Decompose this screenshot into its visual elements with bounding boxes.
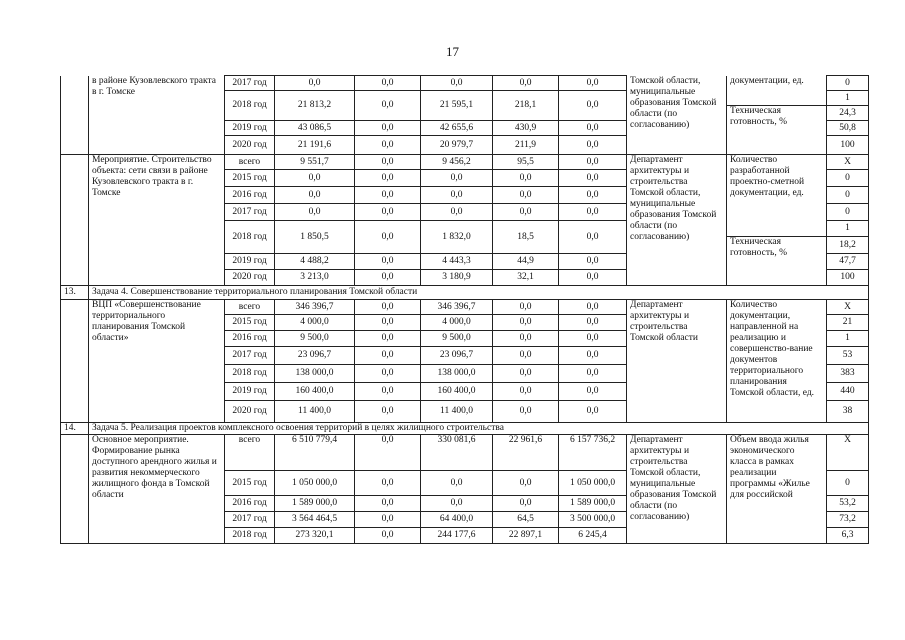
page-number: 17 xyxy=(446,44,459,59)
table-row: ВЦП «Совершенствование территориального планирования Томской области» всего 346 396,7 0,0 346 396,7 0,0 0,0 Департамент архитектуры и строительства Томской области Количество документации, направленной на реализацию и совершенство-вание документов территориального планирования Томской области, ед. X xyxy=(61,300,869,315)
table-row: 2019 год 43 086,5 0,0 42 655,6 430,9 0,0 50,8 xyxy=(61,121,869,136)
table-row: в районе Кузовлевского тракта в г. Томске 2017 год 0,0 0,0 0,0 0,0 0,0 Томской области, муниципальные образования Томской области (по согласованию) документации, ед. 0 xyxy=(61,76,869,91)
number-cell xyxy=(61,155,89,286)
measure-name: Основное мероприятие. Формирование рынка доступного арендного жилья и развития некоммерческого жилищного фонда в Томской области xyxy=(89,435,225,544)
table-row: 2015 год 1 050 000,0 0,0 0,0 0,0 1 050 000,0 0 xyxy=(61,471,869,496)
table-row: Техническая готовность, % 18,2 xyxy=(61,237,869,254)
section-number: 14. xyxy=(61,423,89,435)
table-row: 2018 год 273 320,1 0,0 244 177,6 22 897,1 6 245,4 6,3 xyxy=(61,528,869,544)
indicator-cell: Количество документации, направленной на реализацию и совершенство-вание документов территориального планирования Томской области, ед. xyxy=(727,300,827,423)
section-title: Задача 4. Совершенствование территориального планирования Томской области xyxy=(89,286,869,300)
number-cell xyxy=(61,76,89,155)
table-row: 2016 год 1 589 000,0 0,0 0,0 0,0 1 589 000,0 53,2 xyxy=(61,496,869,512)
table-row: 2018 год 138 000,0 0,0 138 000,0 0,0 0,0 383 xyxy=(61,365,869,383)
table-row: 2020 год 11 400,0 0,0 11 400,0 0,0 0,0 38 xyxy=(61,401,869,423)
executor-cell: Департамент архитектуры и строительства Томской области, муниципальные образования Томской области (по согласованию) xyxy=(627,155,727,286)
table-row: 2018 год 1 850,5 0,0 1 832,0 18,5 0,0 1 xyxy=(61,221,869,237)
executor-cell: Томской области, муниципальные образования Томской области (по согласованию) xyxy=(627,76,727,155)
table-row: Основное мероприятие. Формирование рынка доступного арендного жилья и развития некоммерческого жилищного фонда в Томской области всего 6 510 779,4 0,0 330 081,6 22 961,6 6 157 736,2 Департамент архитектуры и строительства Томской области, муниципальные образования Томской области (по согласованию) Объем ввода жилья экономического класса в рамках реализации программы «Жилье для российской X xyxy=(61,435,869,471)
indicator-cell: Количество разработанной проектно-сметной документации, ед. xyxy=(727,155,827,237)
table-row: 2018 год 21 813,2 0,0 21 595,1 218,1 0,0 1 xyxy=(61,91,869,106)
table-row: 2017 год 0,0 0,0 0,0 0,0 0,0 0 xyxy=(61,204,869,221)
measure-name: ВЦП «Совершенствование территориального планирования Томской области» xyxy=(89,300,225,423)
table-row: Мероприятие. Строительство объекта: сети связи в районе Кузовлевского тракта в г. Томске всего 9 551,7 0,0 9 456,2 95,5 0,0 Департамент архитектуры и строительства Томской области, муниципальные образования Томской области (по согласованию) Количество разработанной проектно-сметной документации, ед. X xyxy=(61,155,869,170)
section-title: Задача 5. Реализация проектов комплексного освоения территорий в целях жилищного строительства xyxy=(89,423,869,435)
table-row: 2015 год 0,0 0,0 0,0 0,0 0,0 0 xyxy=(61,170,869,187)
table-row: 2017 год 3 564 464,5 0,0 64 400,0 64,5 3 500 000,0 73,2 xyxy=(61,512,869,528)
table-row: 2015 год 4 000,0 0,0 4 000,0 0,0 0,0 21 xyxy=(61,315,869,331)
executor-cell: Департамент архитектуры и строительства Томской области, муниципальные образования Томской области (по согласованию) xyxy=(627,435,727,544)
table-row: Техническая готовность, % 24,3 xyxy=(61,106,869,121)
program-table xyxy=(60,75,869,544)
number-cell xyxy=(61,435,89,544)
indicator-cell: Техническая готовность, % xyxy=(727,237,827,286)
table-row: 2019 год 4 488,2 0,0 4 443,3 44,9 0,0 47,7 xyxy=(61,254,869,270)
indicator-cell: Объем ввода жилья экономического класса в рамках реализации программы «Жилье для российской xyxy=(727,435,827,544)
measure-name: в районе Кузовлевского тракта в г. Томске xyxy=(89,76,225,155)
table-row: 2016 год 0,0 0,0 0,0 0,0 0,0 0 xyxy=(61,187,869,204)
table-row: 2020 год 3 213,0 0,0 3 180,9 32,1 0,0 100 xyxy=(61,270,869,286)
section-row xyxy=(61,423,869,435)
section-row xyxy=(61,286,869,300)
table-row: 2016 год 9 500,0 0,0 9 500,0 0,0 0,0 1 xyxy=(61,331,869,347)
table-row: 2020 год 21 191,6 0,0 20 979,7 211,9 0,0 100 xyxy=(61,136,869,151)
table-row: 2017 год 23 096,7 0,0 23 096,7 0,0 0,0 53 xyxy=(61,347,869,365)
indicator-cell: документации, ед. xyxy=(727,76,827,106)
measure-name: Мероприятие. Строительство объекта: сети связи в районе Кузовлевского тракта в г. Томске xyxy=(89,155,225,286)
executor-cell: Департамент архитектуры и строительства Томской области xyxy=(627,300,727,423)
table-row: 2019 год 160 400,0 0,0 160 400,0 0,0 0,0 440 xyxy=(61,383,869,401)
section-number: 13. xyxy=(61,286,89,300)
indicator-cell: Техническая готовность, % xyxy=(727,106,827,155)
number-cell xyxy=(61,300,89,423)
